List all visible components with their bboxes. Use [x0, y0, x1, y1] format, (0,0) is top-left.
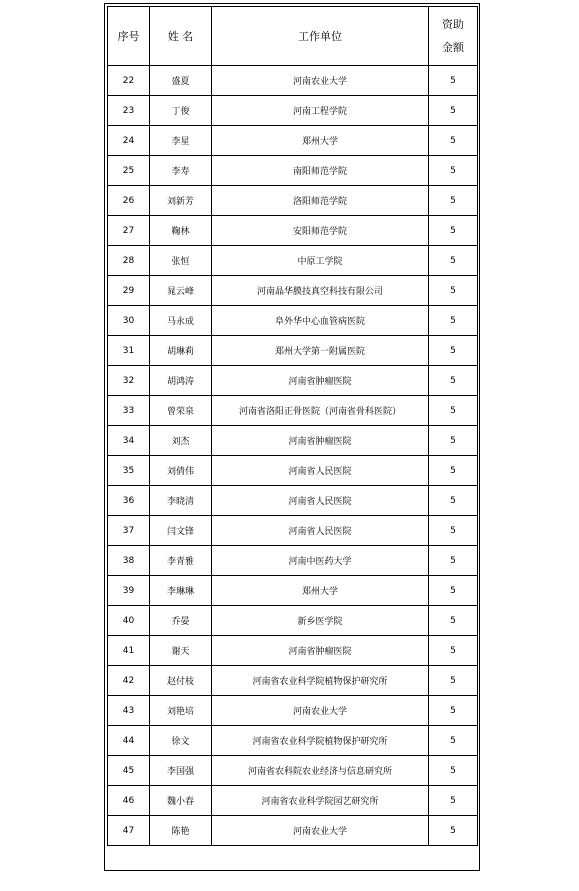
header-funding-amount	[429, 7, 478, 66]
cell-work-unit: 河南省人民医院	[212, 516, 429, 546]
cell-work-unit: 南阳师范学院	[212, 156, 429, 186]
table-row	[108, 306, 478, 336]
cell-serial-number: 45	[108, 756, 150, 786]
cell-funding-amount: 5	[429, 246, 478, 276]
cell-serial-number: 22	[108, 66, 150, 96]
table-row	[108, 186, 478, 216]
table-row	[108, 576, 478, 606]
cell-funding-amount: 5	[429, 156, 478, 186]
cell-serial-number: 28	[108, 246, 150, 276]
cell-work-unit: 河南省肿瘤医院	[212, 426, 429, 456]
cell-name: 李青雅	[150, 546, 212, 576]
cell-serial-number: 23	[108, 96, 150, 126]
table-row	[108, 246, 478, 276]
cell-work-unit: 河南省人民医院	[212, 456, 429, 486]
table-row	[108, 216, 478, 246]
table-row	[108, 786, 478, 816]
table-row	[108, 96, 478, 126]
cell-serial-number: 32	[108, 366, 150, 396]
cell-funding-amount: 5	[429, 366, 478, 396]
cell-work-unit: 郑州大学	[212, 576, 429, 606]
cell-name: 盛夏	[150, 66, 212, 96]
cell-work-unit: 中原工学院	[212, 246, 429, 276]
table-row	[108, 516, 478, 546]
cell-serial-number: 34	[108, 426, 150, 456]
cell-work-unit: 河南中医药大学	[212, 546, 429, 576]
table-body	[108, 66, 478, 846]
cell-name: 刘倩伟	[150, 456, 212, 486]
cell-name: 李国强	[150, 756, 212, 786]
cell-funding-amount: 5	[429, 126, 478, 156]
header-serial-number: 序号	[108, 7, 150, 66]
cell-work-unit: 河南农业大学	[212, 66, 429, 96]
table-row	[108, 156, 478, 186]
cell-work-unit: 河南省农业科学院植物保护研究所	[212, 726, 429, 756]
cell-serial-number: 26	[108, 186, 150, 216]
cell-work-unit: 河南省农业科学院园艺研究所	[212, 786, 429, 816]
cell-name: 李晓清	[150, 486, 212, 516]
cell-name: 刘杰	[150, 426, 212, 456]
cell-funding-amount: 5	[429, 276, 478, 306]
cell-funding-amount: 5	[429, 186, 478, 216]
cell-serial-number: 41	[108, 636, 150, 666]
header-name: 姓 名	[150, 7, 212, 66]
cell-work-unit: 新乡医学院	[212, 606, 429, 636]
cell-serial-number: 40	[108, 606, 150, 636]
cell-name: 赵付枝	[150, 666, 212, 696]
table-row	[108, 486, 478, 516]
cell-work-unit: 河南农业大学	[212, 816, 429, 846]
cell-serial-number: 43	[108, 696, 150, 726]
cell-funding-amount: 5	[429, 546, 478, 576]
cell-serial-number: 33	[108, 396, 150, 426]
cell-work-unit: 河南农业大学	[212, 696, 429, 726]
cell-serial-number: 37	[108, 516, 150, 546]
cell-funding-amount: 5	[429, 636, 478, 666]
cell-name: 胡琳莉	[150, 336, 212, 366]
cell-funding-amount: 5	[429, 666, 478, 696]
cell-funding-amount: 5	[429, 96, 478, 126]
funding-table	[107, 6, 478, 846]
cell-name: 丁俊	[150, 96, 212, 126]
cell-work-unit: 河南省人民医院	[212, 486, 429, 516]
cell-work-unit: 郑州大学	[212, 126, 429, 156]
cell-serial-number: 36	[108, 486, 150, 516]
cell-serial-number: 30	[108, 306, 150, 336]
cell-serial-number: 39	[108, 576, 150, 606]
table-row	[108, 756, 478, 786]
cell-work-unit: 河南省肿瘤医院	[212, 366, 429, 396]
cell-name: 乔晏	[150, 606, 212, 636]
cell-name: 张恒	[150, 246, 212, 276]
cell-serial-number: 35	[108, 456, 150, 486]
cell-work-unit: 安阳师范学院	[212, 216, 429, 246]
cell-funding-amount: 5	[429, 306, 478, 336]
table-row	[108, 606, 478, 636]
table-row	[108, 336, 478, 366]
table-row	[108, 546, 478, 576]
cell-name: 李寿	[150, 156, 212, 186]
cell-name: 李星	[150, 126, 212, 156]
cell-funding-amount: 5	[429, 66, 478, 96]
table-row	[108, 456, 478, 486]
cell-serial-number: 47	[108, 816, 150, 846]
cell-funding-amount: 5	[429, 606, 478, 636]
cell-work-unit: 河南晶华膜技真空科技有限公司	[212, 276, 429, 306]
cell-work-unit: 河南省肿瘤医院	[212, 636, 429, 666]
cell-funding-amount: 5	[429, 456, 478, 486]
table-row	[108, 276, 478, 306]
cell-funding-amount: 5	[429, 696, 478, 726]
document-sheet	[104, 3, 480, 871]
cell-name: 马永成	[150, 306, 212, 336]
cell-funding-amount: 5	[429, 786, 478, 816]
table-row	[108, 696, 478, 726]
cell-name: 晁云峰	[150, 276, 212, 306]
cell-funding-amount: 5	[429, 336, 478, 366]
cell-name: 刘艳培	[150, 696, 212, 726]
header-funding-amount-line2: 金额	[442, 41, 464, 54]
cell-name: 胡鸿涛	[150, 366, 212, 396]
cell-funding-amount: 5	[429, 486, 478, 516]
cell-serial-number: 24	[108, 126, 150, 156]
table-row	[108, 366, 478, 396]
cell-name: 陈艳	[150, 816, 212, 846]
table-row	[108, 816, 478, 846]
cell-work-unit: 洛阳师范学院	[212, 186, 429, 216]
cell-name: 谢天	[150, 636, 212, 666]
cell-funding-amount: 5	[429, 576, 478, 606]
cell-name: 李琳琳	[150, 576, 212, 606]
cell-work-unit: 郑州大学第一附属医院	[212, 336, 429, 366]
cell-funding-amount: 5	[429, 756, 478, 786]
table-row	[108, 426, 478, 456]
cell-funding-amount: 5	[429, 516, 478, 546]
cell-funding-amount: 5	[429, 816, 478, 846]
cell-work-unit: 河南工程学院	[212, 96, 429, 126]
cell-name: 闫文锋	[150, 516, 212, 546]
cell-serial-number: 42	[108, 666, 150, 696]
cell-serial-number: 31	[108, 336, 150, 366]
table-row	[108, 726, 478, 756]
table-row	[108, 666, 478, 696]
cell-funding-amount: 5	[429, 426, 478, 456]
table-row	[108, 126, 478, 156]
cell-name: 刘新芳	[150, 186, 212, 216]
cell-work-unit: 河南省农科院农业经济与信息研究所	[212, 756, 429, 786]
cell-funding-amount: 5	[429, 396, 478, 426]
header-work-unit: 工作单位	[212, 7, 429, 66]
cell-serial-number: 27	[108, 216, 150, 246]
header-row	[108, 7, 478, 66]
cell-name: 徐文	[150, 726, 212, 756]
cell-name: 曾荣泉	[150, 396, 212, 426]
header-funding-amount-line1: 资助	[442, 18, 464, 31]
cell-work-unit: 阜外华中心血管病医院	[212, 306, 429, 336]
cell-name: 魏小春	[150, 786, 212, 816]
cell-funding-amount: 5	[429, 726, 478, 756]
cell-work-unit: 河南省洛阳正骨医院（河南省骨科医院）	[212, 396, 429, 426]
cell-serial-number: 29	[108, 276, 150, 306]
cell-serial-number: 38	[108, 546, 150, 576]
cell-name: 鞠林	[150, 216, 212, 246]
cell-serial-number: 46	[108, 786, 150, 816]
cell-work-unit: 河南省农业科学院植物保护研究所	[212, 666, 429, 696]
cell-funding-amount: 5	[429, 216, 478, 246]
table-row	[108, 636, 478, 666]
cell-serial-number: 44	[108, 726, 150, 756]
table-row	[108, 396, 478, 426]
table-row	[108, 66, 478, 96]
cell-serial-number: 25	[108, 156, 150, 186]
